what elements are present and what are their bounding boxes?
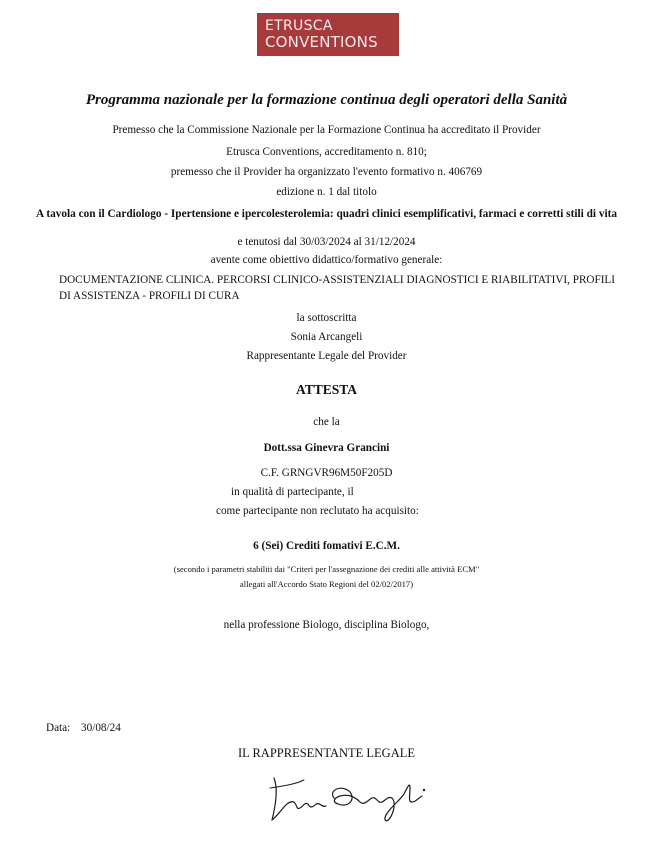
legal-representative-label: IL RAPPRESENTANTE LEGALE (238, 746, 415, 760)
date-row (46, 722, 121, 734)
signer-name: Sonia Arcangeli (290, 331, 363, 343)
edizione: edizione n. 1 dal titolo (276, 186, 377, 198)
event-title: A tavola con il Cardiologo - Ipertensione e ipercolesterolemia: quadri clinici esemplificativi, farmaci e corretti stili di vita (35, 208, 618, 220)
attesta-heading: ATTESTA (295, 382, 358, 397)
criteria-note-2: allegati all'Accordo Stato Regioni del 02/02/2017) (239, 579, 414, 589)
criteria-note-1: (secondo i parametri stabiliti dai "Criteri per l'assegnazione dei crediti alle attività ECM" (173, 564, 480, 574)
obiettivo-text: DOCUMENTAZIONE CLINICA. PERCORSI CLINICO-ASSISTENZIALI DIAGNOSTICI E RIABILITATIVI, PROFILI DI ASSISTENZA - PROFILI DI CURA (59, 274, 615, 302)
program-title: Programma nazionale per la formazione continua degli operatori della Sanità (85, 92, 568, 108)
premesso-commissione: Premesso che la Commissione Nazionale per la Formazione Continua ha accreditato il Provider (112, 124, 541, 136)
participant-name: Dott.ssa Ginevra Grancini (263, 442, 390, 454)
codice-fiscale: C.F. GRNGVR96M50F205D (260, 467, 393, 479)
obiettivo-label: avente come obiettivo didattico/formativo generale: (210, 254, 443, 266)
sottoscritta: la sottoscritta (296, 312, 357, 324)
logo-line-1: ETRUSCA (265, 18, 333, 34)
logo-line-2: CONVENTIONS (265, 33, 378, 51)
che-la: che la (313, 416, 340, 428)
qualita-partecipante: in qualità di partecipante, il (231, 486, 354, 498)
provider-accreditation: Etrusca Conventions, accreditamento n. 810; (226, 146, 427, 158)
provider-logo (257, 13, 399, 56)
credits-awarded: 6 (Sei) Crediti fomativi E.C.M. (253, 540, 400, 552)
event-dates: e tenutosi dal 30/03/2024 al 31/12/2024 (237, 236, 416, 248)
non-reclutato: come partecipante non reclutato ha acquisito: (216, 505, 419, 517)
premesso-evento: premesso che il Provider ha organizzato l'evento formativo n. 406769 (170, 166, 483, 178)
signer-role: Rappresentante Legale del Provider (246, 350, 407, 362)
professione: nella professione Biologo, disciplina Biologo, (223, 619, 430, 631)
date-label: Data: (46, 722, 71, 734)
signature-image (264, 772, 444, 828)
date-value: 30/08/24 (81, 722, 121, 734)
